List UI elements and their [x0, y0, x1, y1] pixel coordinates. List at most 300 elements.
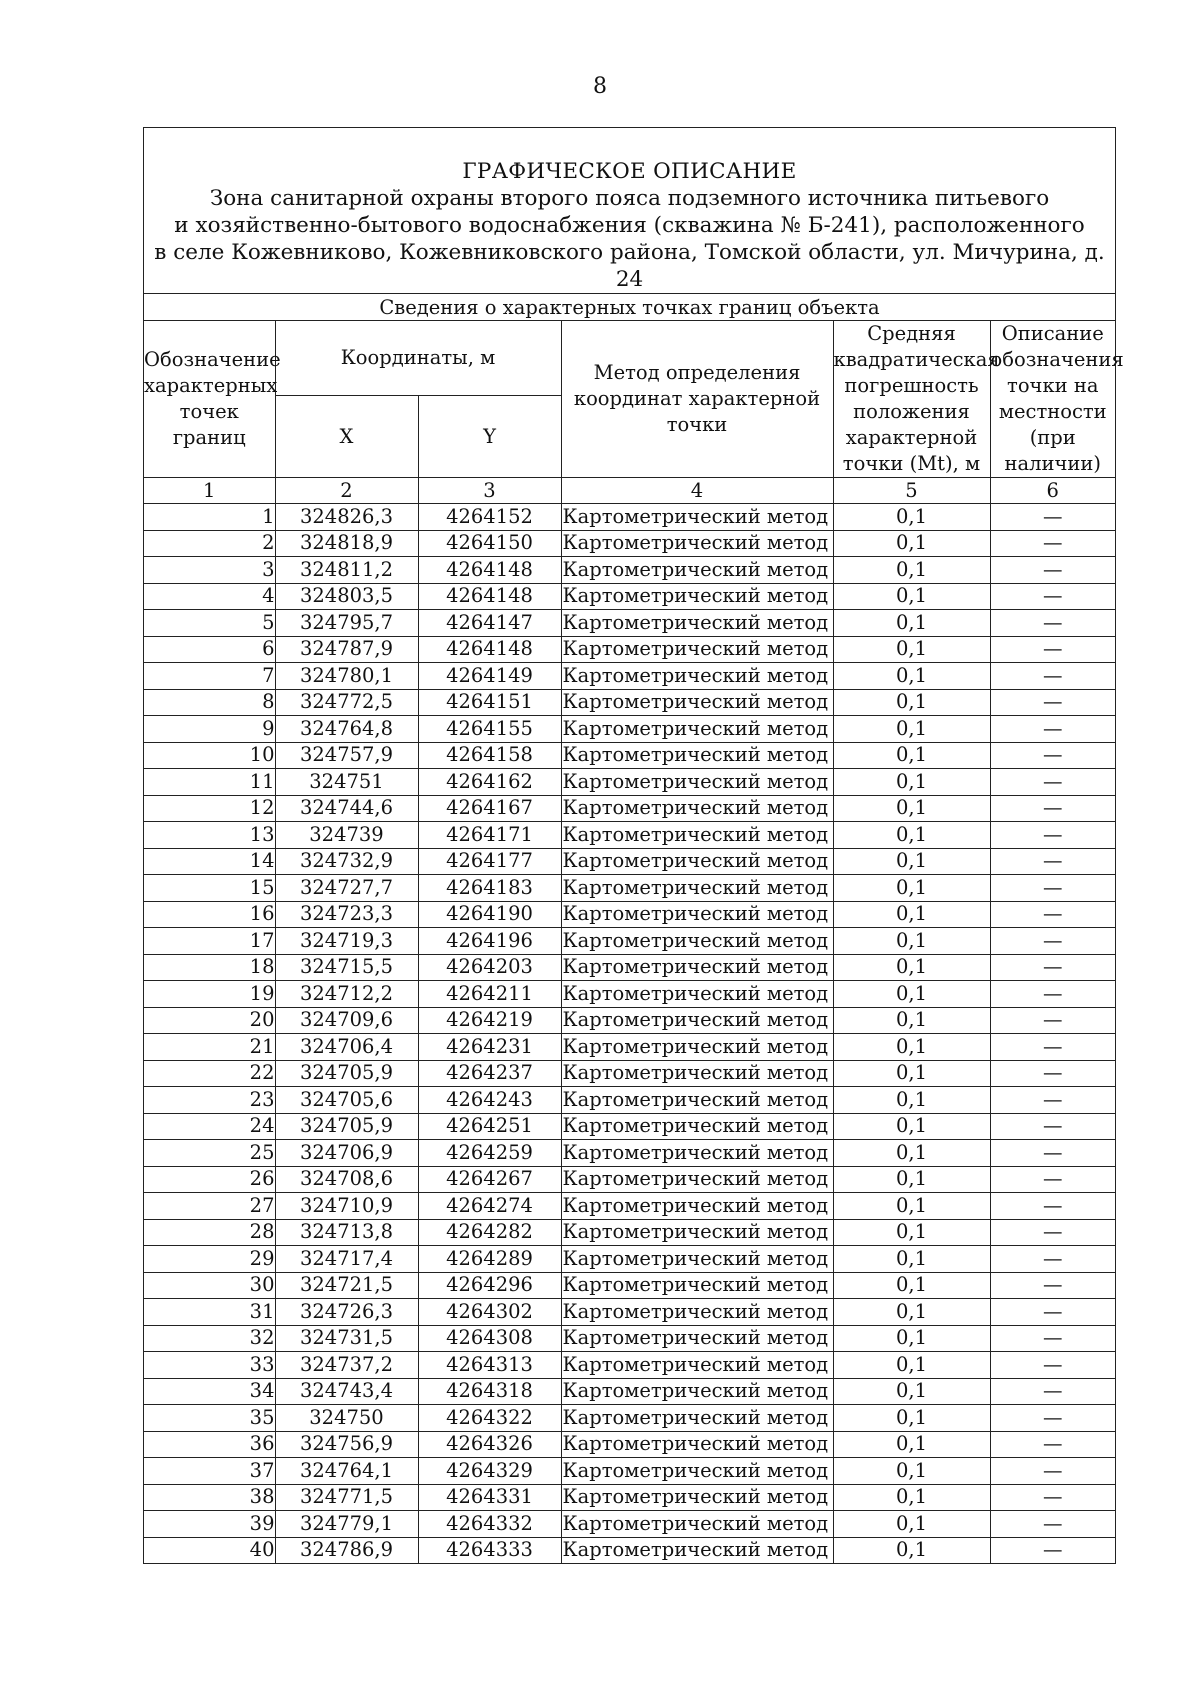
coord-y-cell: 4264289 — [418, 1246, 561, 1273]
method-cell: Картометрический метод — [561, 901, 833, 928]
title-line-1: Зона санитарной охраны второго пояса подземного источника питьевого — [209, 186, 1050, 211]
table-row — [144, 1060, 1115, 1087]
description-cell: — — [990, 1458, 1115, 1485]
coord-x-cell: 324726,3 — [275, 1299, 418, 1326]
method-cell: Картометрический метод — [561, 1193, 833, 1220]
table-row — [144, 822, 1115, 849]
method-cell: Картометрический метод — [561, 663, 833, 690]
table-row — [144, 1166, 1115, 1193]
point-number-cell: 9 — [144, 716, 275, 743]
method-cell: Картометрический метод — [561, 1166, 833, 1193]
method-cell: Картометрический метод — [561, 530, 833, 557]
point-number-cell: 28 — [144, 1219, 275, 1246]
mt-cell: 0,1 — [833, 1219, 990, 1246]
point-number-cell: 27 — [144, 1193, 275, 1220]
method-cell: Картометрический метод — [561, 1484, 833, 1511]
table-row — [144, 1140, 1115, 1167]
coord-x-cell: 324786,9 — [275, 1537, 418, 1563]
header-y: Y — [418, 396, 561, 478]
point-number-cell: 30 — [144, 1272, 275, 1299]
description-cell: — — [990, 1007, 1115, 1034]
table-row — [144, 1458, 1115, 1485]
table-row — [144, 1219, 1115, 1246]
description-cell: — — [990, 981, 1115, 1008]
coord-x-cell: 324795,7 — [275, 610, 418, 637]
point-number-cell: 32 — [144, 1325, 275, 1352]
point-number-cell: 3 — [144, 557, 275, 584]
coord-y-cell: 4264259 — [418, 1140, 561, 1167]
table-row — [144, 795, 1115, 822]
table-row — [144, 1087, 1115, 1114]
method-cell: Картометрический метод — [561, 1272, 833, 1299]
method-cell: Картометрический метод — [561, 769, 833, 796]
description-cell: — — [990, 504, 1115, 531]
description-cell: — — [990, 689, 1115, 716]
table-row — [144, 1007, 1115, 1034]
header-mt: Средняя квадратическая погрешность положения характерной точки (Mt), м — [833, 321, 990, 478]
section-title: Сведения о характерных точках границ объекта — [144, 294, 1115, 321]
coord-x-cell: 324737,2 — [275, 1352, 418, 1379]
description-cell: — — [990, 742, 1115, 769]
coord-x-cell: 324731,5 — [275, 1325, 418, 1352]
coord-y-cell: 4264190 — [418, 901, 561, 928]
point-number-cell: 36 — [144, 1431, 275, 1458]
coord-x-cell: 324756,9 — [275, 1431, 418, 1458]
mt-cell: 0,1 — [833, 822, 990, 849]
description-cell: — — [990, 1405, 1115, 1432]
coord-x-cell: 324717,4 — [275, 1246, 418, 1273]
coord-y-cell: 4264274 — [418, 1193, 561, 1220]
mt-cell: 0,1 — [833, 1060, 990, 1087]
description-cell: — — [990, 636, 1115, 663]
coord-y-cell: 4264149 — [418, 663, 561, 690]
description-cell: — — [990, 583, 1115, 610]
method-cell: Картометрический метод — [561, 1113, 833, 1140]
coord-y-cell: 4264151 — [418, 689, 561, 716]
coord-y-cell: 4264177 — [418, 848, 561, 875]
description-cell: — — [990, 848, 1115, 875]
method-cell: Картометрический метод — [561, 1060, 833, 1087]
method-cell: Картометрический метод — [561, 981, 833, 1008]
coord-y-cell: 4264152 — [418, 504, 561, 531]
method-cell: Картометрический метод — [561, 1219, 833, 1246]
column-number: 3 — [418, 478, 561, 504]
description-cell: — — [990, 1325, 1115, 1352]
mt-cell: 0,1 — [833, 1511, 990, 1538]
method-cell: Картометрический метод — [561, 1458, 833, 1485]
description-cell: — — [990, 875, 1115, 902]
method-cell: Картометрический метод — [561, 1325, 833, 1352]
method-cell: Картометрический метод — [561, 636, 833, 663]
coord-y-cell: 4264158 — [418, 742, 561, 769]
table-row — [144, 716, 1115, 743]
title-line-2: и хозяйственно-бытового водоснабжения (скважина № Б-241), расположенного — [174, 213, 1085, 238]
table-row — [144, 1325, 1115, 1352]
coord-y-cell: 4264171 — [418, 822, 561, 849]
method-cell: Картометрический метод — [561, 557, 833, 584]
description-cell: — — [990, 1431, 1115, 1458]
mt-cell: 0,1 — [833, 1484, 990, 1511]
point-number-cell: 13 — [144, 822, 275, 849]
coord-y-cell: 4264331 — [418, 1484, 561, 1511]
point-number-cell: 15 — [144, 875, 275, 902]
coord-y-cell: 4264326 — [418, 1431, 561, 1458]
coord-y-cell: 4264282 — [418, 1219, 561, 1246]
point-number-cell: 29 — [144, 1246, 275, 1273]
coord-x-cell: 324826,3 — [275, 504, 418, 531]
mt-cell: 0,1 — [833, 557, 990, 584]
coord-x-cell: 324771,5 — [275, 1484, 418, 1511]
point-number-cell: 7 — [144, 663, 275, 690]
coord-x-cell: 324708,6 — [275, 1166, 418, 1193]
mt-cell: 0,1 — [833, 1537, 990, 1563]
coord-x-cell: 324732,9 — [275, 848, 418, 875]
point-number-cell: 24 — [144, 1113, 275, 1140]
description-cell: — — [990, 928, 1115, 955]
mt-cell: 0,1 — [833, 795, 990, 822]
coord-y-cell: 4264251 — [418, 1113, 561, 1140]
coord-x-cell: 324751 — [275, 769, 418, 796]
point-number-cell: 25 — [144, 1140, 275, 1167]
mt-cell: 0,1 — [833, 530, 990, 557]
point-number-cell: 14 — [144, 848, 275, 875]
mt-cell: 0,1 — [833, 716, 990, 743]
description-cell: — — [990, 1484, 1115, 1511]
method-cell: Картометрический метод — [561, 848, 833, 875]
table-row — [144, 981, 1115, 1008]
coord-y-cell: 4264318 — [418, 1378, 561, 1405]
coord-y-cell: 4264148 — [418, 557, 561, 584]
method-cell: Картометрический метод — [561, 583, 833, 610]
coord-x-cell: 324712,2 — [275, 981, 418, 1008]
description-cell: — — [990, 1299, 1115, 1326]
table-row — [144, 954, 1115, 981]
description-cell: — — [990, 822, 1115, 849]
mt-cell: 0,1 — [833, 1034, 990, 1061]
mt-cell: 0,1 — [833, 1007, 990, 1034]
mt-cell: 0,1 — [833, 1272, 990, 1299]
point-number-cell: 21 — [144, 1034, 275, 1061]
point-number-cell: 40 — [144, 1537, 275, 1563]
mt-cell: 0,1 — [833, 636, 990, 663]
point-number-cell: 2 — [144, 530, 275, 557]
point-number-cell: 6 — [144, 636, 275, 663]
coord-y-cell: 4264231 — [418, 1034, 561, 1061]
mt-cell: 0,1 — [833, 663, 990, 690]
description-cell: — — [990, 1378, 1115, 1405]
coord-y-cell: 4264155 — [418, 716, 561, 743]
method-cell: Картометрический метод — [561, 1378, 833, 1405]
header-coords: Координаты, м — [275, 321, 561, 396]
point-number-cell: 18 — [144, 954, 275, 981]
coord-x-cell: 324706,4 — [275, 1034, 418, 1061]
description-cell: — — [990, 1140, 1115, 1167]
point-number-cell: 1 — [144, 504, 275, 531]
description-cell: — — [990, 716, 1115, 743]
mt-cell: 0,1 — [833, 1405, 990, 1432]
coord-x-cell: 324706,9 — [275, 1140, 418, 1167]
coord-x-cell: 324719,3 — [275, 928, 418, 955]
method-cell: Картометрический метод — [561, 610, 833, 637]
coord-y-cell: 4264296 — [418, 1272, 561, 1299]
mt-cell: 0,1 — [833, 583, 990, 610]
point-number-cell: 12 — [144, 795, 275, 822]
point-number-cell: 8 — [144, 689, 275, 716]
mt-cell: 0,1 — [833, 901, 990, 928]
coord-y-cell: 4264150 — [418, 530, 561, 557]
description-cell: — — [990, 530, 1115, 557]
coord-y-cell: 4264332 — [418, 1511, 561, 1538]
coord-y-cell: 4264237 — [418, 1060, 561, 1087]
column-number: 5 — [833, 478, 990, 504]
table-row — [144, 636, 1115, 663]
mt-cell: 0,1 — [833, 1166, 990, 1193]
coord-y-cell: 4264147 — [418, 610, 561, 637]
coord-x-cell: 324721,5 — [275, 1272, 418, 1299]
header-method: Метод определения координат характерной точки — [561, 321, 833, 478]
column-number: 4 — [561, 478, 833, 504]
coord-y-cell: 4264219 — [418, 1007, 561, 1034]
method-cell: Картометрический метод — [561, 928, 833, 955]
coord-x-cell: 324743,4 — [275, 1378, 418, 1405]
mt-cell: 0,1 — [833, 1378, 990, 1405]
description-cell: — — [990, 1193, 1115, 1220]
coord-x-cell: 324705,6 — [275, 1087, 418, 1114]
point-number-cell: 4 — [144, 583, 275, 610]
mt-cell: 0,1 — [833, 928, 990, 955]
method-cell: Картометрический метод — [561, 1007, 833, 1034]
description-cell: — — [990, 663, 1115, 690]
description-cell: — — [990, 1272, 1115, 1299]
description-cell: — — [990, 795, 1115, 822]
method-cell: Картометрический метод — [561, 1087, 833, 1114]
mt-cell: 0,1 — [833, 689, 990, 716]
method-cell: Картометрический метод — [561, 689, 833, 716]
mt-cell: 0,1 — [833, 504, 990, 531]
mt-cell: 0,1 — [833, 1193, 990, 1220]
mt-cell: 0,1 — [833, 1325, 990, 1352]
boundary-points-table — [144, 294, 1124, 1563]
table-row — [144, 848, 1115, 875]
point-number-cell: 39 — [144, 1511, 275, 1538]
method-cell: Картометрический метод — [561, 954, 833, 981]
method-cell: Картометрический метод — [561, 1352, 833, 1379]
table-row — [144, 1034, 1115, 1061]
mt-cell: 0,1 — [833, 1246, 990, 1273]
description-cell: — — [990, 1352, 1115, 1379]
point-number-cell: 38 — [144, 1484, 275, 1511]
coord-x-cell: 324787,9 — [275, 636, 418, 663]
point-number-cell: 20 — [144, 1007, 275, 1034]
coord-x-cell: 324715,5 — [275, 954, 418, 981]
description-cell: — — [990, 1060, 1115, 1087]
mt-cell: 0,1 — [833, 1299, 990, 1326]
table-row — [144, 1246, 1115, 1273]
method-cell: Картометрический метод — [561, 1405, 833, 1432]
coord-y-cell: 4264211 — [418, 981, 561, 1008]
mt-cell: 0,1 — [833, 981, 990, 1008]
coord-y-cell: 4264267 — [418, 1166, 561, 1193]
mt-cell: 0,1 — [833, 610, 990, 637]
coord-x-cell: 324818,9 — [275, 530, 418, 557]
point-number-cell: 26 — [144, 1166, 275, 1193]
coord-y-cell: 4264329 — [418, 1458, 561, 1485]
point-number-cell: 37 — [144, 1458, 275, 1485]
coord-y-cell: 4264302 — [418, 1299, 561, 1326]
coord-x-cell: 324705,9 — [275, 1113, 418, 1140]
description-cell: — — [990, 1034, 1115, 1061]
header-point: Обозначение характерных точек границ — [144, 321, 275, 478]
coord-x-cell: 324723,3 — [275, 901, 418, 928]
coord-y-cell: 4264333 — [418, 1537, 561, 1563]
point-number-cell: 31 — [144, 1299, 275, 1326]
header-desc: Описание обозначения точки на местности (при наличии) — [990, 321, 1115, 478]
coord-x-cell: 324744,6 — [275, 795, 418, 822]
table-row — [144, 769, 1115, 796]
table-row — [144, 901, 1115, 928]
table-row — [144, 689, 1115, 716]
method-cell: Картометрический метод — [561, 1246, 833, 1273]
coord-y-cell: 4264203 — [418, 954, 561, 981]
coord-x-cell: 324739 — [275, 822, 418, 849]
coord-y-cell: 4264167 — [418, 795, 561, 822]
mt-cell: 0,1 — [833, 769, 990, 796]
description-cell: — — [990, 954, 1115, 981]
point-number-cell: 19 — [144, 981, 275, 1008]
coord-x-cell: 324727,7 — [275, 875, 418, 902]
description-cell: — — [990, 1087, 1115, 1114]
coord-y-cell: 4264308 — [418, 1325, 561, 1352]
description-cell: — — [990, 1219, 1115, 1246]
table-row — [144, 1484, 1115, 1511]
mt-cell: 0,1 — [833, 742, 990, 769]
title-line-3: в селе Кожевниково, Кожевниковского района, Томской области, ул. Мичурина, д. 24 — [154, 240, 1105, 292]
description-cell: — — [990, 610, 1115, 637]
table-row — [144, 610, 1115, 637]
method-cell: Картометрический метод — [561, 1431, 833, 1458]
mt-cell: 0,1 — [833, 1113, 990, 1140]
document-frame — [143, 127, 1124, 1564]
coord-y-cell: 4264196 — [418, 928, 561, 955]
method-cell: Картометрический метод — [561, 1299, 833, 1326]
page-number: 8 — [593, 74, 607, 99]
description-cell: — — [990, 1113, 1115, 1140]
table-row — [144, 1511, 1115, 1538]
method-cell: Картометрический метод — [561, 716, 833, 743]
point-number-cell: 23 — [144, 1087, 275, 1114]
table-row — [144, 504, 1115, 531]
document-title: ГРАФИЧЕСКОЕ ОПИСАНИЕ — [462, 159, 797, 184]
table-row — [144, 1299, 1115, 1326]
coord-x-cell: 324811,2 — [275, 557, 418, 584]
coord-y-cell: 4264162 — [418, 769, 561, 796]
mt-cell: 0,1 — [833, 1458, 990, 1485]
coord-x-cell: 324710,9 — [275, 1193, 418, 1220]
table-row — [144, 875, 1115, 902]
coord-x-cell: 324764,1 — [275, 1458, 418, 1485]
point-number-cell: 33 — [144, 1352, 275, 1379]
table-row — [144, 1405, 1115, 1432]
method-cell: Картометрический метод — [561, 1511, 833, 1538]
table-row — [144, 1193, 1115, 1220]
method-cell: Картометрический метод — [561, 1140, 833, 1167]
coord-x-cell: 324713,8 — [275, 1219, 418, 1246]
mt-cell: 0,1 — [833, 1431, 990, 1458]
point-number-cell: 17 — [144, 928, 275, 955]
coord-x-cell: 324772,5 — [275, 689, 418, 716]
description-cell: — — [990, 901, 1115, 928]
column-number: 1 — [144, 478, 275, 504]
table-row — [144, 1352, 1115, 1379]
method-cell: Картометрический метод — [561, 875, 833, 902]
mt-cell: 0,1 — [833, 1352, 990, 1379]
table-row — [144, 1431, 1115, 1458]
coord-x-cell: 324709,6 — [275, 1007, 418, 1034]
method-cell: Картометрический метод — [561, 795, 833, 822]
coord-y-cell: 4264322 — [418, 1405, 561, 1432]
point-number-cell: 10 — [144, 742, 275, 769]
table-row — [144, 530, 1115, 557]
method-cell: Картометрический метод — [561, 1034, 833, 1061]
table-body — [144, 504, 1115, 1564]
coord-x-cell: 324780,1 — [275, 663, 418, 690]
point-number-cell: 34 — [144, 1378, 275, 1405]
table-row — [144, 663, 1115, 690]
mt-cell: 0,1 — [833, 954, 990, 981]
method-cell: Картометрический метод — [561, 822, 833, 849]
title-block — [144, 128, 1115, 294]
table-row — [144, 583, 1115, 610]
description-cell: — — [990, 1246, 1115, 1273]
coord-y-cell: 4264313 — [418, 1352, 561, 1379]
table-row — [144, 742, 1115, 769]
method-cell: Картометрический метод — [561, 1537, 833, 1563]
mt-cell: 0,1 — [833, 1087, 990, 1114]
coord-x-cell: 324779,1 — [275, 1511, 418, 1538]
point-number-cell: 11 — [144, 769, 275, 796]
table-row — [144, 1378, 1115, 1405]
coord-x-cell: 324750 — [275, 1405, 418, 1432]
method-cell: Картометрический метод — [561, 504, 833, 531]
description-cell: — — [990, 1166, 1115, 1193]
point-number-cell: 16 — [144, 901, 275, 928]
mt-cell: 0,1 — [833, 875, 990, 902]
coord-y-cell: 4264148 — [418, 583, 561, 610]
point-number-cell: 22 — [144, 1060, 275, 1087]
table-row — [144, 1113, 1115, 1140]
coord-x-cell: 324757,9 — [275, 742, 418, 769]
coord-x-cell: 324764,8 — [275, 716, 418, 743]
coord-y-cell: 4264148 — [418, 636, 561, 663]
coord-x-cell: 324705,9 — [275, 1060, 418, 1087]
column-number: 2 — [275, 478, 418, 504]
column-number: 6 — [990, 478, 1115, 504]
description-cell: — — [990, 1511, 1115, 1538]
table-row — [144, 928, 1115, 955]
coord-y-cell: 4264243 — [418, 1087, 561, 1114]
description-cell: — — [990, 1537, 1115, 1563]
point-number-cell: 35 — [144, 1405, 275, 1432]
header-x: X — [275, 396, 418, 478]
table-row — [144, 1272, 1115, 1299]
description-cell: — — [990, 557, 1115, 584]
method-cell: Картометрический метод — [561, 742, 833, 769]
coord-y-cell: 4264183 — [418, 875, 561, 902]
mt-cell: 0,1 — [833, 1140, 990, 1167]
table-row — [144, 557, 1115, 584]
point-number-cell: 5 — [144, 610, 275, 637]
mt-cell: 0,1 — [833, 848, 990, 875]
